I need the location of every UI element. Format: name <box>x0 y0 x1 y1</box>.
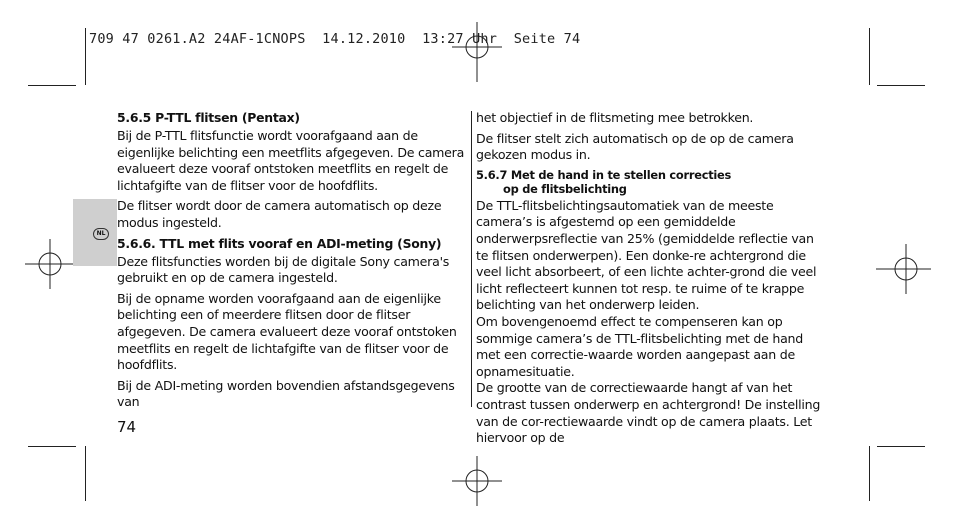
registration-mark-bottom <box>452 456 502 516</box>
section-heading: 5.6.5 P-TTL flitsen (Pentax) <box>117 110 300 125</box>
paragraph: Om bovengenoemd effect te compenseren kan op sommige camera’s de TTL-flitsbelichting met de hand met een correctie-waarde worden aangepast aan de opnamesituatie. <box>476 313 804 379</box>
paragraph: De flitser wordt door de camera automatisch op deze modus ingesteld. <box>117 198 442 230</box>
print-header: 709 47 0261.A2 24AF-1CNOPS 14.12.2010 13:27 Uhr Seite 74 <box>89 31 581 47</box>
crop-mark <box>85 28 86 85</box>
crop-mark <box>877 85 925 86</box>
paragraph: Bij de opname worden voorafgaand aan de eigenlijke belichting een of meerdere flitsen door de flitser afgegeven. De camera evalueert deze vooraf ontstoken meetflits en regelt de lichtafgifte van de flitser voor de hoofdflits. <box>117 290 457 373</box>
left-column <box>117 110 469 415</box>
crop-mark <box>28 85 76 86</box>
section-heading-line: 5.6.7 Met de hand in te stellen correcties <box>476 167 732 182</box>
registration-mark-top <box>452 22 502 82</box>
right-column <box>476 110 824 447</box>
registration-mark-right <box>876 244 936 294</box>
paragraph: Bij de P-TTL flitsfunctie wordt voorafgaand aan de eigenlijke belichting een meetflits afgegeven. De camera evalueert deze vooraf ontstoken meetflits en regelt de lichtafgifte van de flitser voor de hoofdflits. <box>117 128 465 193</box>
column-divider <box>471 111 472 407</box>
language-badge: NL <box>93 228 109 240</box>
paragraph: De flitser stelt zich automatisch op de op de camera gekozen modus in. <box>476 130 794 163</box>
crop-mark <box>869 28 870 85</box>
page-number: 74 <box>117 418 137 436</box>
section-heading <box>476 168 824 196</box>
paragraph: De grootte van de correctiewaarde hangt af van het contrast tussen onderwerp en achtergrond! De instelling van de cor-rectiewaarde vindt op de camera plaats. Let hiervoor op de <box>476 380 821 446</box>
paragraph: Deze flitsfuncties worden bij de digitale Sony camera's gebruikt en op de camera ingesteld. <box>117 253 450 286</box>
crop-mark <box>869 446 870 501</box>
paragraph: het objectief in de flitsmeting mee betrokken. <box>476 110 754 125</box>
section-heading-line: op de flitsbelichting <box>503 181 627 196</box>
crop-mark <box>877 446 925 447</box>
crop-mark <box>85 446 86 501</box>
paragraph: De TTL-flitsbelichtingsautomatiek van de meeste camera’s is afgestemd op een gemiddelde onderwerpsreflectie van 25% (gemiddelde reflectie van te flitsen onderwerpen). Een donke-re achtergrond die veel licht absorbeert, of een lichte achter-grond die veel licht reflecteert kunnen tot resp. te ruime of te krappe belichting van het onderwerp leiden. <box>476 197 817 313</box>
crop-mark <box>28 446 76 447</box>
paragraph: Bij de ADI-meting worden bovendien afstandsgegevens van <box>117 377 455 410</box>
section-heading: 5.6.6. TTL met flits vooraf en ADI-meting (Sony) <box>117 235 442 251</box>
